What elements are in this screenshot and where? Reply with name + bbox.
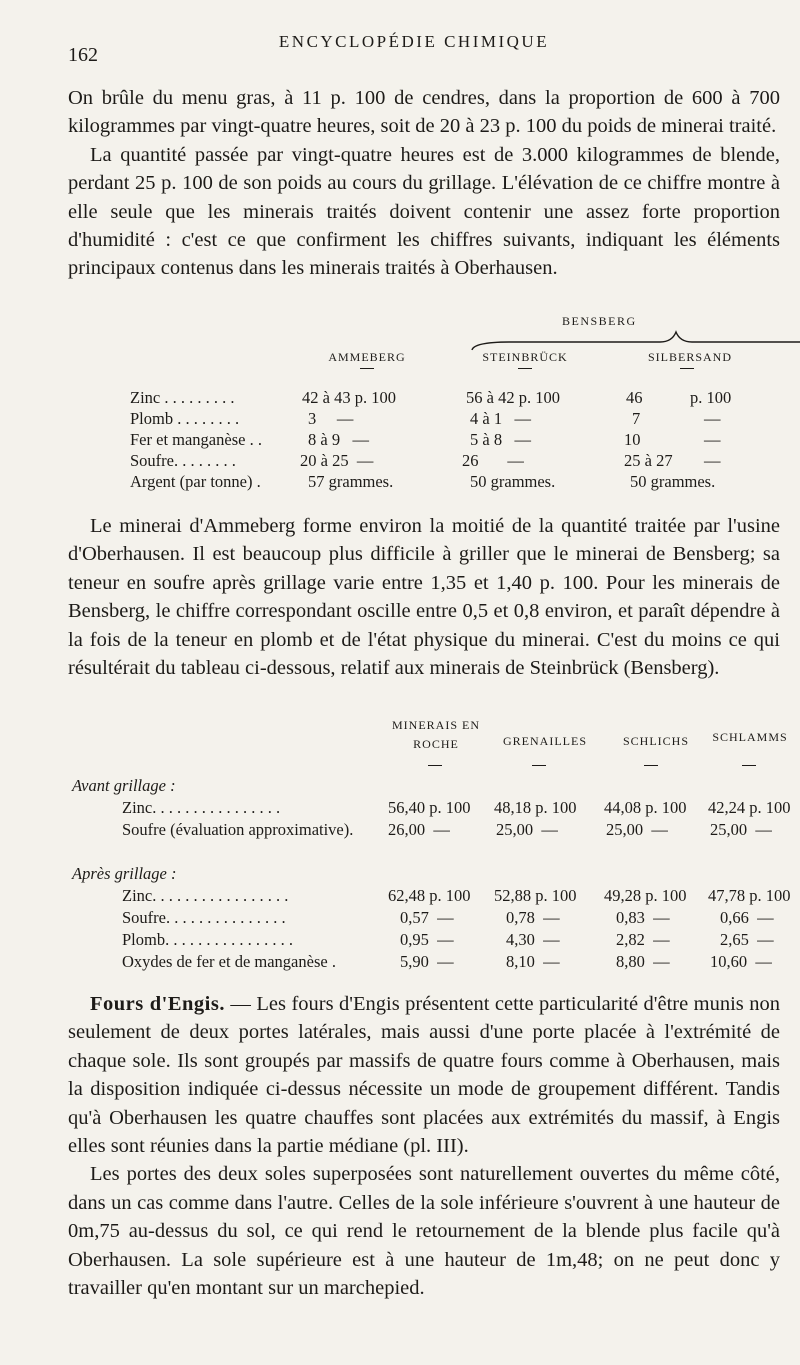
column-rule — [742, 765, 756, 766]
cell: 10 — [624, 430, 641, 449]
column-header-schlichs: SCHLICHS — [622, 734, 689, 748]
cell: 50 grammes. — [630, 472, 716, 491]
cell: 5 à 8 — — [470, 430, 531, 449]
running-title: ENCYCLOPÉDIE CHIMIQUE — [278, 32, 550, 51]
column-rule — [532, 765, 546, 766]
cell: 56 à 42 p. 100 — [466, 388, 560, 407]
cell: 52,88 p. 100 — [494, 886, 577, 905]
row-label: Zinc . . . . . . . . . — [130, 388, 235, 407]
column-header-schlamms: SCHLAMMS — [712, 730, 788, 744]
row-label: Oxydes de fer et de manganèse . — [122, 952, 336, 971]
paragraph-5: Les portes des deux soles superposées sont naturellement ouvertes du même côté, dans un cas comme dans l'autre. Celles de la sole inférieure s'ouvrent à une hauteur de 0m,75 au-dessus du sol, ce qui rend le retournement de la blende plus facile qu'à Oberhausen. La sole supérieure est à une hauteur de 1m,48; on ne peut donc y travailler qu'en montant sur un marchepied. — [68, 1163, 780, 1300]
cell: 47,78 p. 100 — [708, 886, 791, 905]
cell: 4,30 — — [506, 930, 560, 949]
cell: 48,18 p. 100 — [494, 798, 577, 817]
column-header-minerais-en-roche: MINERAIS EN ROCHE — [392, 718, 480, 751]
cell: 0,95 — — [400, 930, 454, 949]
paragraph-4 — [68, 990, 780, 1160]
paragraph-2: La quantité passée par vingt-quatre heures est de 3.000 kilogrammes de blende, perdant 25 p. 100 de son poids au cours du grillage. L'élévation de ce chiffre montre à elle seule que les minerais traités doivent contenir une assez forte proportion d'humidité : c'est ce que confirment les chiffres suivants, indiquant les éléments principaux contenus dans les minerais traités à Oberhausen. — [68, 143, 780, 280]
cell: 25,00 — — [496, 820, 558, 839]
cell: 44,08 p. 100 — [604, 798, 687, 817]
cell: 8 à 9 — — [308, 430, 369, 449]
column-header-ammeberg: AMMEBERG — [328, 350, 406, 364]
cell: 42 à 43 p. 100 — [302, 388, 396, 407]
cell: 26 — — [462, 451, 524, 470]
row-label: Soufre (évaluation approximative). — [122, 820, 354, 839]
cell: p. 100 — [690, 388, 732, 407]
cell: 8,10 — — [506, 952, 560, 971]
column-rule — [428, 765, 442, 766]
cell: 57 grammes. — [308, 472, 394, 491]
cell: 0,57 — — [400, 908, 454, 927]
paragraph-3: Le minerai d'Ammeberg forme environ la moitié de la quantité traitée par l'usine d'Oberhausen. Il est beaucoup plus difficile à griller que le minerai de Bensberg; sa teneur en soufre après grillage varie entre 1,35 et 1,40 p. 100. Pour les minerais de Bensberg, le chiffre correspondant oscille entre 0,5 et 0,8 environ, et paraît dépendre à la fois de la teneur en plomb et de l'état physique du minerai. C'est du moins ce qui résultérait du tableau ci-dessous, relatif aux minerais de Steinbrück (Bensberg). — [68, 515, 780, 680]
cell: 3 — — [308, 409, 354, 428]
row-label: Fer et manganèse . . — [130, 430, 262, 449]
section-label-before: Avant grillage : — [72, 776, 176, 795]
cell: 0,83 — — [616, 908, 670, 927]
cell: — — [704, 451, 721, 470]
table1-group-label: BENSBERG — [562, 314, 637, 328]
row-label: Plomb . . . . . . . . — [130, 409, 240, 428]
cell: 26,00 — — [388, 820, 450, 839]
paragraph-1: On brûle du menu gras, à 11 p. 100 de cendres, dans la proportion de 600 à 700 kilogrammes par vingt-quatre heures, soit de 20 à 23 p. 100 du poids de minerai traité. — [68, 87, 780, 138]
cell: 5,90 — — [400, 952, 454, 971]
cell: 0,78 — — [506, 908, 560, 927]
column-header-steinbruck: STEINBRÜCK — [482, 350, 568, 364]
cell: 25,00 — — [710, 820, 772, 839]
section-title: Fours d'Engis. — [90, 993, 225, 1015]
cell: 46 — [626, 388, 643, 407]
cell: 0,66 — — [720, 908, 774, 927]
cell: 49,28 p. 100 — [604, 886, 687, 905]
cell: 50 grammes. — [470, 472, 556, 491]
row-label: Zinc. . . . . . . . . . . . . . . . . — [122, 886, 289, 905]
cell: 8,80 — — [616, 952, 670, 971]
roasting-results-table — [70, 716, 790, 986]
ore-composition-table — [130, 312, 750, 502]
page-number: 162 — [68, 44, 98, 66]
cell: 10,60 — — [710, 952, 772, 971]
column-rule — [518, 368, 532, 369]
cell: — — [704, 409, 721, 428]
cell: 2,65 — — [720, 930, 774, 949]
column-header-silbersand: SILBERSAND — [647, 350, 732, 364]
column-rule — [360, 368, 374, 369]
page-header — [68, 28, 760, 66]
cell: 20 à 25 — — [300, 451, 374, 470]
cell: — — [704, 430, 721, 449]
cell: 42,24 p. 100 — [708, 798, 791, 817]
row-label: Soufre. . . . . . . . . . . . . . . — [122, 908, 286, 927]
row-label: Plomb. . . . . . . . . . . . . . . . — [122, 930, 293, 949]
middle-text — [68, 512, 780, 682]
column-rule — [644, 765, 658, 766]
column-rule — [680, 368, 694, 369]
row-label: Soufre. . . . . . . . — [130, 451, 236, 470]
column-header-grenailles: GRENAILLES — [503, 734, 587, 748]
cell: 25 à 27 — [624, 451, 673, 470]
section-label-after: Après grillage : — [72, 864, 177, 883]
paragraph-4-body: — Les fours d'Engis présentent cette particularité d'être munis non seulement de deux portes latérales, mais aussi d'une porte placée à l'extrémité de chaque sole. Ils sont groupés par massifs de quatre fours comme à Oberhausen, mais la disposition indiquée ci-dessus nécessite un mode de groupement différent. Tandis qu'à Oberhausen les quatre chauffes sont placées aux extrémités du massif, à Engis elles sont réunies dans la partie médiane (pl. III). — [68, 993, 780, 1158]
cell: 62,48 p. 100 — [388, 886, 471, 905]
row-label: Argent (par tonne) . — [130, 472, 261, 491]
cell: 2,82 — — [616, 930, 670, 949]
intro-text — [68, 84, 780, 283]
cell: 56,40 p. 100 — [388, 798, 471, 817]
cell: 4 à 1 — — [470, 409, 531, 428]
section-text — [68, 990, 780, 1302]
cell: 7 — [632, 409, 641, 428]
row-label: Zinc. . . . . . . . . . . . . . . . — [122, 798, 281, 817]
bensberg-brace — [470, 330, 800, 352]
cell: 25,00 — — [606, 820, 668, 839]
